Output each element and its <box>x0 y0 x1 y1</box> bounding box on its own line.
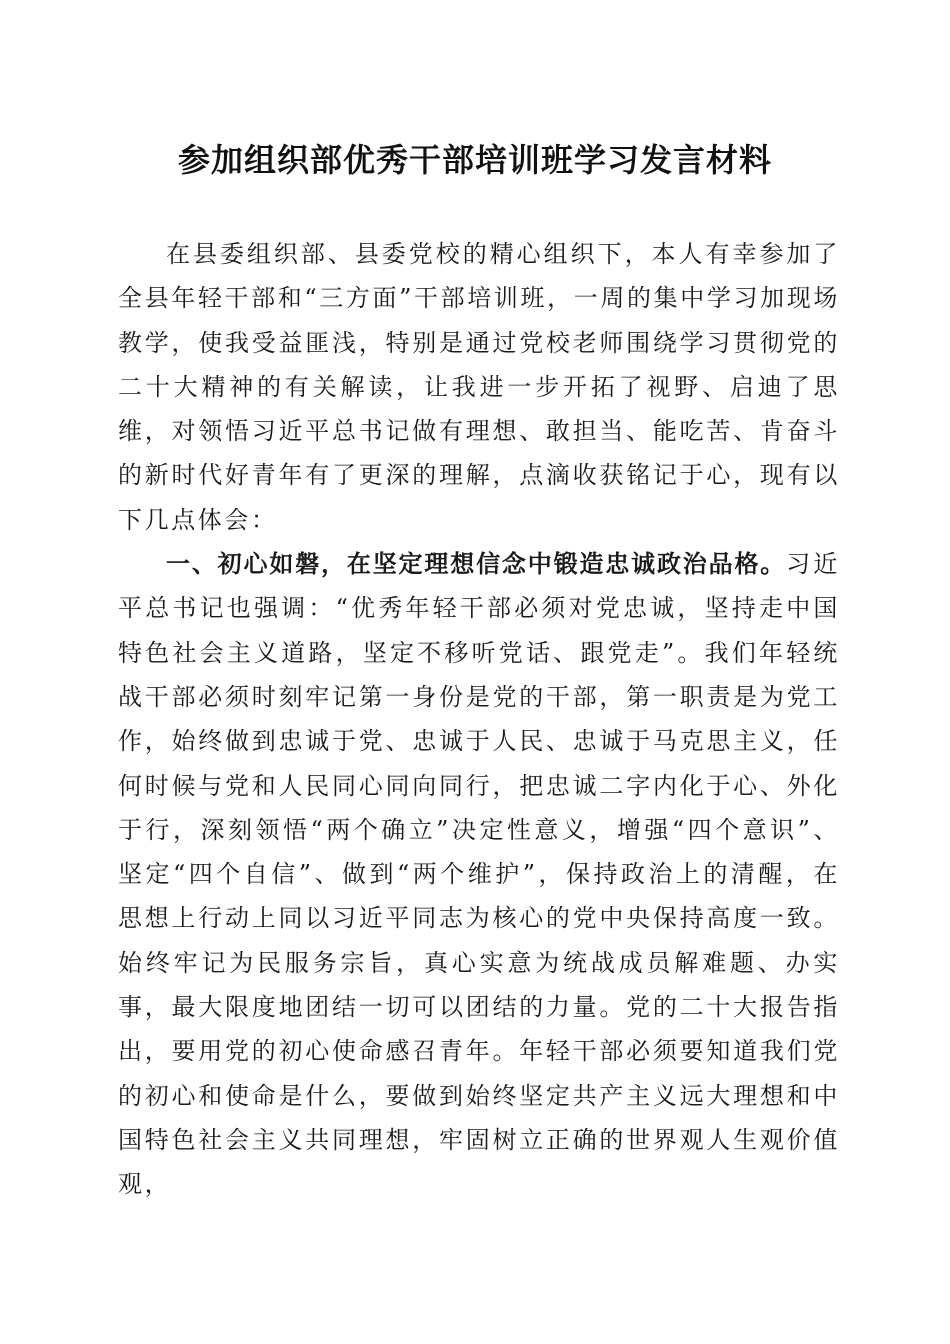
section-1-body: 习近平总书记也强调：“优秀年轻干部必须对党忠诚，坚持走中国特色社会主义道路，坚定不移听党话、跟党走”。我们年轻统战干部必须时刻牢记第一身份是党的干部，第一职责是为党工作，始终做到忠诚于党、忠诚于人民、忠诚于马克思主义，任何时候与党和人民同心同向同行，把忠诚二字内化于心、外化于行，深刻领悟“两个确立”决定性意义，增强“四个意识”、坚定“四个自信”、做到“两个维护”，保持政治上的清醒，在思想上行动上同以习近平同志为核心的党中央保持高度一致。始终牢记为民服务宗旨，真心实意为统战成员解难题、办实事，最大限度地团结一切可以团结的力量。党的二十大报告指出，要用党的初心使命感召青年。年轻干部必须要知道我们党的初心和使命是什么，要做到始终坚定共产主义远大理想和中国特色社会主义共同理想，牢固树立正确的世界观人生观价值观， <box>118 550 840 1199</box>
document-body <box>118 232 840 1207</box>
intro-paragraph: 在县委组织部、县委党校的精心组织下，本人有幸参加了全县年轻干部和“三方面”干部培训班，一周的集中学习加现场教学，使我受益匪浅，特别是通过党校老师围绕学习贯彻党的二十大精神的有关解读，让我进一步开拓了视野、启迪了思维，对领悟习近平总书记做有理想、敢担当、能吃苦、肯奋斗的新时代好青年有了更深的理解，点滴收获铭记于心，现有以下几点体会： <box>118 240 840 534</box>
document-title: 参加组织部优秀干部培训班学习发言材料 <box>177 141 772 179</box>
section-1-paragraph <box>118 542 840 1206</box>
section-1-heading: 一、初心如磐，在坚定理想信念中锻造忠诚政治品格。 <box>166 550 787 579</box>
